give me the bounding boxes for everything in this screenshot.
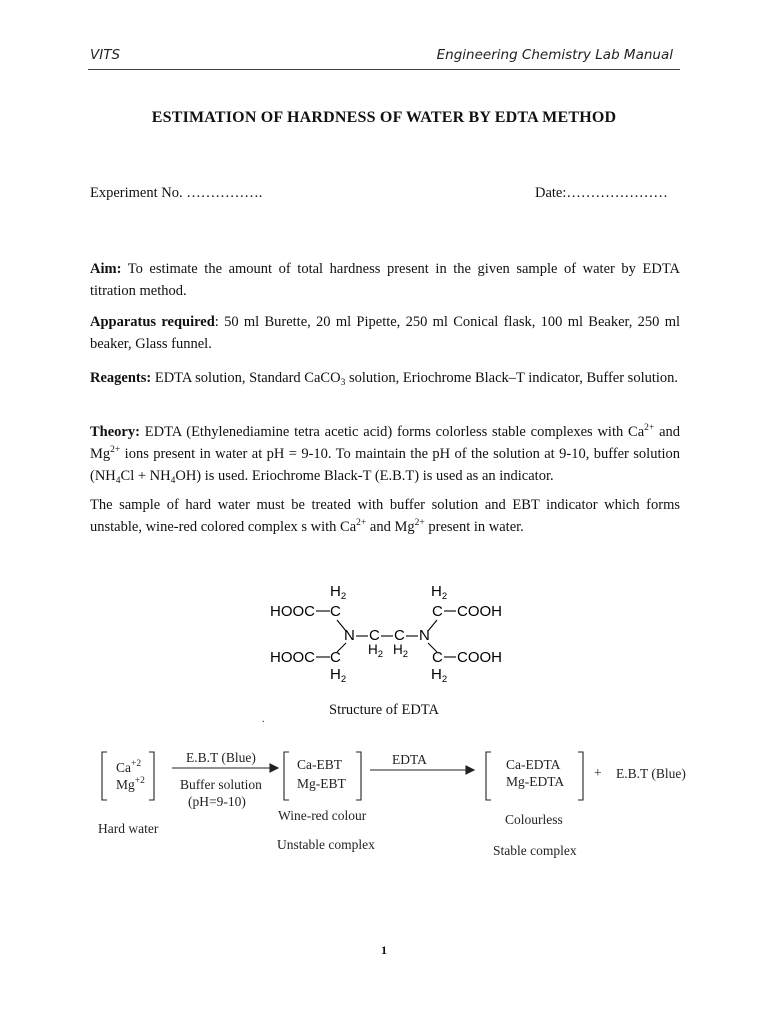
scheme-edta-reagent: EDTA	[392, 752, 427, 767]
scheme-mg-edta: Mg-EDTA	[506, 774, 565, 789]
reagents-label: Reagents:	[90, 370, 152, 386]
edta-h-mid-right: $H_2$	[393, 642, 409, 660]
scheme-colourless: Colourless	[505, 812, 563, 827]
stray-dot: .	[262, 714, 265, 725]
aim-label: Aim:	[90, 261, 122, 277]
header-right: Engineering Chemistry Lab Manual	[436, 47, 673, 63]
experiment-date: Date:…………………	[535, 185, 668, 201]
scheme-buffer-solution: Buffer solution	[180, 777, 262, 792]
edta-c-mid-right: C	[394, 627, 405, 644]
edta-h-bottom-right: $H_2$	[431, 666, 448, 685]
scheme-ph-range: (pH=9-10)	[188, 794, 246, 809]
edta-c-top-right: C	[432, 603, 443, 620]
edta-c-mid-left: C	[369, 627, 380, 644]
apparatus-text: : 50 ml Burette, 20 ml Pipette, 250 ml Conical flask, 100 ml Beaker, 250 ml beaker, Glass funnel.	[90, 314, 680, 352]
scheme-ca-ion: $Ca^{+2}$	[116, 759, 142, 775]
scheme-ca-edta: Ca-EDTA	[506, 757, 561, 772]
scheme-stable-complex: Stable complex	[493, 843, 577, 858]
edta-h-top-left: $H_2$	[330, 583, 347, 602]
scheme-mg-ebt: Mg-EBT	[297, 776, 346, 791]
procedure-intro-paragraph: The sample of hard water must be treated with buffer solution and EBT indicator which forms unstable, wine-red colored complex s with $Ca^{2+}$ and $Mg^{2+}$ present in water.	[90, 497, 680, 535]
scheme-ebt-blue-product: E.B.T (Blue)	[616, 766, 686, 781]
edta-c-bottom-left: C	[330, 649, 341, 666]
edta-h-top-right: $H_2$	[431, 583, 448, 602]
scheme-ebt-blue-reagent: E.B.T (Blue)	[186, 750, 256, 765]
page-number: 1	[381, 943, 387, 957]
scheme-mg-ion: $Mg^{+2}$	[116, 776, 145, 792]
edta-h-mid-left: $H_2$	[368, 642, 384, 660]
scheme-wine-red-colour: Wine-red colour	[278, 808, 367, 823]
theory-paragraph: Theory: EDTA (Ethylenediamine tetra acetic acid) forms colorless stable complexes with $Ca^{2+}$ and $Mg^{2+}$ ions present in water at pH = 9-10. To maintain the pH of the solution at 9-10, buffer solution $(NH_4Cl + NH_4OH)$ is used. Eriochrome Black-T (E.B.T) is used as an indicator.	[90, 423, 681, 486]
structure-caption: Structure of EDTA	[329, 702, 439, 718]
scheme-unstable-complex: Unstable complex	[277, 837, 375, 852]
edta-h-bottom-left: $H_2$	[330, 666, 347, 685]
scheme-ca-ebt: Ca-EBT	[297, 757, 342, 772]
edta-hooc-top: HOOC	[270, 603, 315, 620]
theory-label: Theory:	[90, 424, 140, 440]
apparatus-label: Apparatus required	[90, 314, 215, 330]
edta-n-left: N	[344, 627, 355, 644]
scheme-plus: +	[594, 765, 602, 780]
page-title: ESTIMATION OF HARDNESS OF WATER BY EDTA METHOD	[151, 109, 617, 126]
edta-c-top-left: C	[330, 603, 341, 620]
edta-cooh-top: COOH	[457, 603, 502, 620]
scheme-hard-water: Hard water	[98, 821, 159, 836]
edta-c-bottom-right: C	[432, 649, 443, 666]
edta-cooh-bottom: COOH	[457, 649, 502, 666]
aim-text: To estimate the amount of total hardness present in the given sample of water by EDTA titration method.	[90, 261, 680, 299]
experiment-number: Experiment No. …………….	[90, 185, 263, 201]
reagents-paragraph: Reagents: EDTA solution, Standard CaCO$_3$ solution, Eriochrome Black–T indicator, Buffer solution.	[90, 370, 679, 388]
header-left: VITS	[90, 47, 121, 63]
edta-n-right: N	[419, 627, 430, 644]
edta-hooc-bottom: HOOC	[270, 649, 315, 666]
